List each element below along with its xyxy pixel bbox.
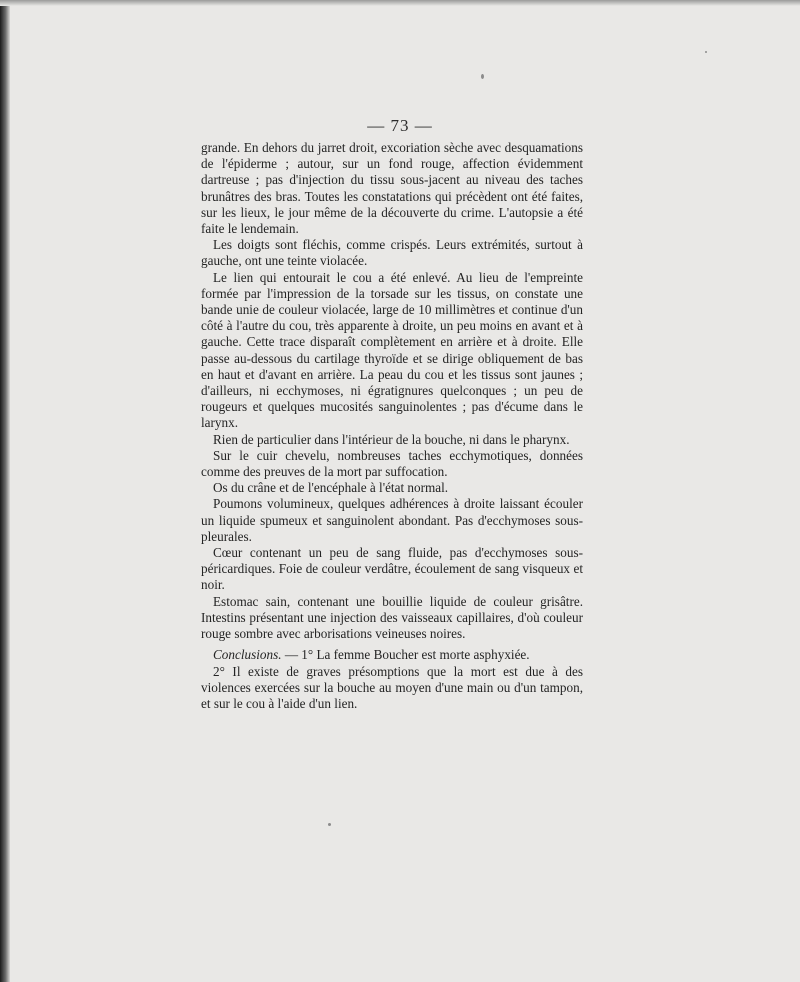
paragraph: Os du crâne et de l'encéphale à l'état normal. <box>213 480 449 496</box>
paragraph: grande. En dehors du jarret droit, excoriation sèche avec desquamations de l'épiderme ; autour, sur un fond rouge, affection évidemment dartreuse ; pas d'injection du tissu sous-jacent au niveau des taches brunâtres des bras. Toutes les constatations qui précèdent ont été faites, sur les lieux, le jour même de la découverte du crime. L'autopsie a été faite le lendemain. <box>201 140 583 237</box>
scan-left-edge-shadow <box>0 0 10 982</box>
paragraph: Poumons volumineux, quelques adhérences à droite laissant écouler un liquide spumeux et sanguinolent abondant. Pas d'ecchymoses sous-pleurales. <box>201 496 583 544</box>
scan-speck <box>481 74 484 79</box>
scan-top-edge-shadow <box>0 0 800 6</box>
body-text <box>201 140 583 712</box>
conclusions-label: Conclusions. <box>213 647 282 663</box>
conclusions-paragraph <box>201 647 583 663</box>
paragraph: Estomac sain, contenant une bouillie liquide de couleur grisâtre. Intestins présentant une injection des vaisseaux capillaires, d'où couleur rouge sombre avec arborisations veineuses noires. <box>201 593 583 642</box>
page-number: — 73 — <box>367 116 433 135</box>
paragraph: Sur le cuir chevelu, nombreuses taches ecchymotiques, données comme des preuves de la mort par suffocation. <box>201 447 583 480</box>
paragraph: Rien de particulier dans l'intérieur de la bouche, ni dans le pharynx. <box>213 431 570 447</box>
scan-speck <box>705 51 707 53</box>
paragraph: Le lien qui entourait le cou a été enlevé. Au lieu de l'empreinte formée par l'impression de la torsade sur les tissus, on constate une bande unie de couleur violacée, large de 10 millimètres et continue d'un côté à l'autre du cou, très apparente à droite, un peu moins en avant et à gauche. Cette trace disparaît complètement en arrière et à droite. Elle passe au-dessous du cartilage thyroïde et se dirige obliquement de bas en haut et d'avant en arrière. La peau du cou et les tissus sont jaunes ; d'ailleurs, ni ecchymoses, ni égratignures quelconques ; un peu de rougeurs et quelques mucosités sanguinolentes ; pas d'écume dans le larynx. <box>201 269 583 431</box>
conclusion-second-item: 2° Il existe de graves présomptions que la mort est due à des violences exercées sur la bouche au moyen d'une main ou d'un tampon, et sur le cou à l'aide d'un lien. <box>201 663 583 711</box>
paragraph: Cœur contenant un peu de sang fluide, pas d'ecchymoses sous-péricardiques. Foie de couleur verdâtre, écoulement de sang visqueux et noir. <box>201 545 583 593</box>
conclusion-first-item: — 1° La femme Boucher est morte asphyxiée. <box>281 647 530 663</box>
paragraph: Les doigts sont fléchis, comme crispés. Leurs extrémités, surtout à gauche, ont une teinte violacée. <box>201 237 583 269</box>
scan-speck <box>328 823 331 826</box>
